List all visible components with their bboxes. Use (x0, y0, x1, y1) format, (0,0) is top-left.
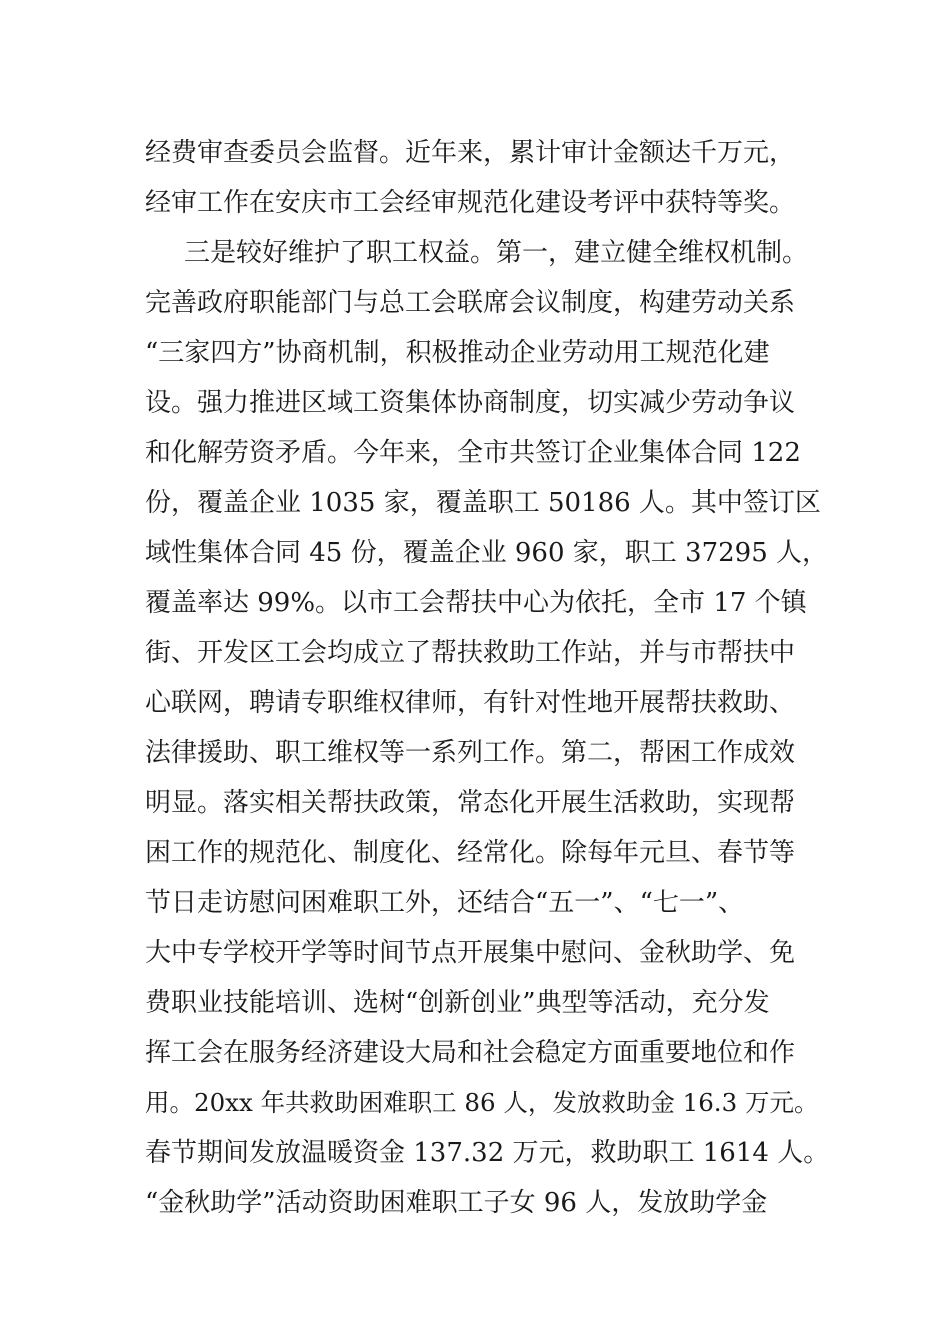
text-line: 经审工作在安庆市工会经审规范化建设考评中获特等奖。 (145, 188, 796, 218)
text-line: 和化解劳资矛盾。今年来，全市共签订企业集体合同 122 (145, 438, 801, 468)
text-line: 困工作的规范化、制度化、经常化。除每年元旦、春节等 (145, 838, 796, 868)
text-line: 节日走访慰问困难职工外，还结合“五一”、“七一”、 (145, 888, 745, 918)
text-line: 设。强力推进区域工资集体协商制度，切实减少劳动争议 (145, 388, 796, 418)
text-line: 法律援助、职工维权等一系列工作。第二，帮困工作成效 (145, 738, 796, 768)
text-line: “三家四方”协商机制，积极推动企业劳动用工规范化建 (145, 338, 770, 368)
text-line: 大中专学校开学等时间节点开展集中慰问、金秋助学、免 (145, 938, 796, 968)
text-line: 街、开发区工会均成立了帮扶救助工作站，并与市帮扶中 (145, 638, 796, 668)
text-line: 覆盖率达 99%。以市工会帮扶中心为依托，全市 17 个镇 (145, 588, 807, 618)
text-line: 明显。落实相关帮扶政策，常态化开展生活救助，实现帮 (145, 788, 796, 818)
paragraph-first-line: 三是较好维护了职工权益。第一，建立健全维权机制。 (184, 238, 809, 268)
text-line: 费职业技能培训、选树“创新创业”典型等活动，充分发 (145, 988, 770, 1018)
text-line: “金秋助学”活动资助困难职工子女 96 人，发放助学金 (145, 1188, 768, 1218)
text-line: 挥工会在服务经济建设大局和社会稳定方面重要地位和作 (145, 1038, 796, 1068)
text-line: 心联网，聘请专职维权律师，有针对性地开展帮扶救助、 (145, 688, 796, 718)
text-line: 份，覆盖企业 1035 家，覆盖职工 50186 人。其中签订区 (145, 488, 821, 518)
text-line: 用。20xx 年共救助困难职工 86 人，发放救助金 16.3 万元。 (145, 1088, 819, 1117)
text-line: 经费审查委员会监督。近年来，累计审计金额达千万元， (145, 138, 796, 168)
text-line: 完善政府职能部门与总工会联席会议制度，构建劳动关系 (145, 288, 796, 318)
text-line: 春节期间发放温暖资金 137.32 万元，救助职工 1614 人。 (145, 1138, 830, 1168)
text-line: 域性集体合同 45 份，覆盖企业 960 家，职工 37295 人， (145, 538, 829, 568)
